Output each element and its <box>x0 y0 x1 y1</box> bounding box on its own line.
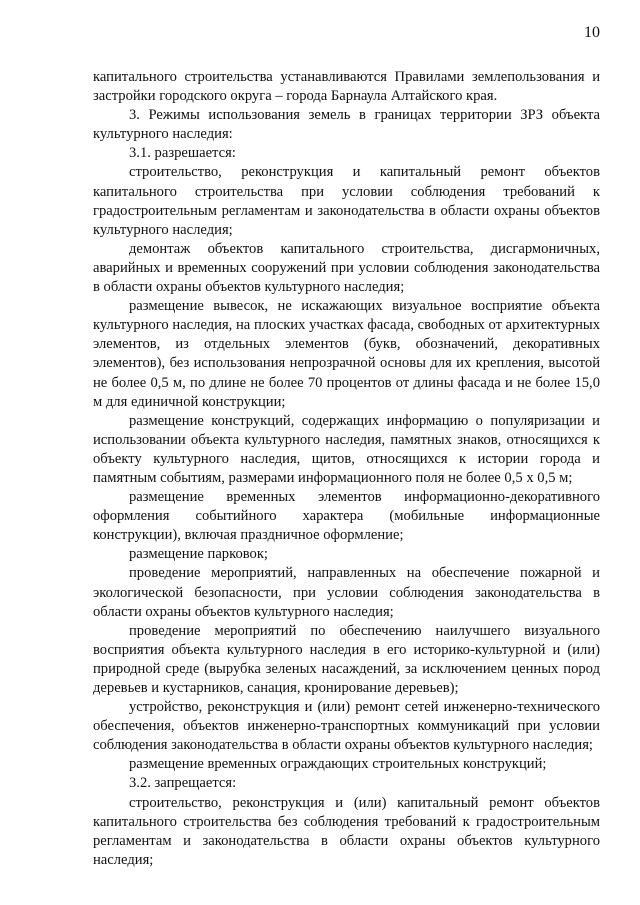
list-item: строительство, реконструкция и (или) капитальный ремонт объектов капитального строительства без соблюдения требований к градостроительным регламентам и законодательства в области охраны объектов культурного наследия; <box>93 794 600 868</box>
list-item: размещение парковок; <box>129 546 268 563</box>
list-item: проведение мероприятий по обеспечению наилучшего визуального восприятия объекта культурного наследия в его историко-культурной и (или) природной среде (вырубка зеленых насаждений, за исключением ценных пород деревьев и кустарников, санация, кронирование деревьев); <box>93 622 600 696</box>
subsection-heading: 3.1. разрешается: <box>129 145 236 162</box>
document-body <box>93 68 600 870</box>
list-item: размещение конструкций, содержащих информацию о популяризации и использовании объекта культурного наследия, памятных знаков, относящихся к объекту культурного наследия, щитов, относящихся к истории города и памятным событиям, размерами информационного поля не более 0,5 х 0,5 м; <box>93 412 600 486</box>
page-number: 10 <box>584 24 600 41</box>
list-item: размещение временных ограждающих строительных конструкций; <box>129 756 547 773</box>
list-item: строительство, реконструкция и капитальный ремонт объектов капитального строительства при условии соблюдения требований к градостроительным регламентам и законодательства в области охраны объектов культурного наследия; <box>93 164 600 238</box>
subsection-heading: 3.2. запрещается: <box>129 775 237 792</box>
list-item: размещение вывесок, не искажающих визуальное восприятие объекта культурного наследия, на плоских участках фасада, свободных от архитектурных элементов, из отдельных элементов (букв, обозначений, декоративных элементов), без использования непрозрачной основы для их крепления, высотой не более 0,5 м, по длине не более 70 процентов от длины фасада и не более 15,0 м для единичной конструкции; <box>93 298 600 410</box>
list-item: устройство, реконструкция и (или) ремонт сетей инженерно-технического обеспечения, объектов инженерно-транспортных коммуникаций при условии соблюдения законодательства в области охраны объектов культурного наследия; <box>93 699 600 754</box>
paragraph: капитального строительства устанавливаются Правилами землепользования и застройки городского округа – города Барнаула Алтайского края. <box>93 69 600 105</box>
list-item: проведение мероприятий, направленных на обеспечение пожарной и экологической безопасности, при условии соблюдения законодательства в области охраны объектов культурного наследия; <box>93 565 600 620</box>
section-heading: 3. Режимы использования земель в границах территории ЗРЗ объекта культурного наследия: <box>93 107 600 143</box>
list-item: демонтаж объектов капитального строительства, дисгармоничных, аварийных и временных сооружений при условии соблюдения законодательства в области охраны объектов культурного наследия; <box>93 240 600 296</box>
list-item: размещение временных элементов информационно-декоративного оформления событийного характера (мобильные информационные конструкции), включая праздничное оформление; <box>93 489 600 544</box>
